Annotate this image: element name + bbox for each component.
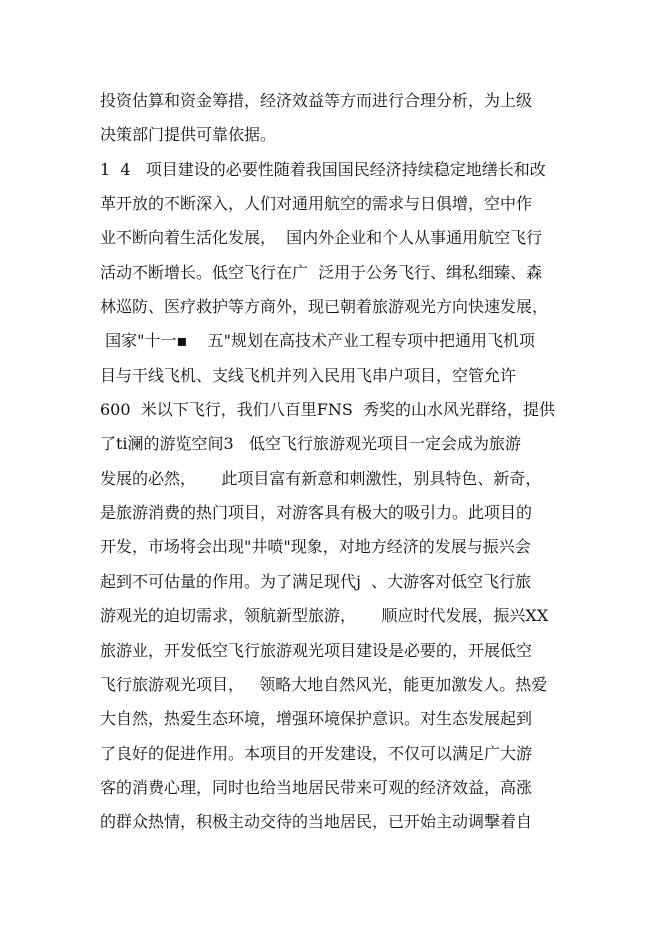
- text-line: 业不断向着生活化发展， 国内外企业和个人从事通用航空飞行: [100, 228, 543, 248]
- text-line: 了ti澜的游览空间3 低空飞行旅游观光项目一定会成为旅游: [100, 434, 521, 454]
- text-line: 旅游业，开发低空飞行旅游观光项目建设是必要的，开展低空: [100, 640, 533, 660]
- text-line: 大自然，热爱生态环境，增强环境保护意识。对生态发展起到: [100, 709, 533, 729]
- text-line: 决策部门提供可靠依据。: [100, 125, 277, 145]
- text-line: 目与干线飞机、支线飞机并列入民用飞串户项目，空管允许: [100, 365, 517, 385]
- text-line: 的群众热情，积极主动交待的当地居民，已开始主动调撃着自: [100, 812, 533, 832]
- text-line: 是旅游消费的热门项目，对游客具有极大的吸引力。此项目的: [100, 503, 533, 523]
- text-line: 活动不断增长。低空飞行在广 泛用于公务飞行、缉私细臻、森: [100, 262, 543, 282]
- text-line: 林巡防、医疗救护等方商外，现已朝着旅游观光方向快速发展，: [100, 297, 549, 317]
- text-line: 开发，市场将会出现"井喷"现象，对地方经济的发展与振兴会: [100, 537, 531, 557]
- text-line: 客的消费心理，同时也给当地居民带来可观的经济效益，高涨: [100, 777, 533, 797]
- text-line: 发展的必然， 此项目富有新意和刺激性，别具特色、新奇，: [100, 468, 542, 488]
- text-line: 投资估算和资金筹措，经济效益等方而进行合理分析，为上级: [100, 91, 533, 110]
- text-line: 游观光的迫切需求，领航新型旅游， 顺应时代发展，振兴XX: [100, 606, 549, 626]
- text-line: 起到不可估量的作用。为了满足现代j 、大游客对低空飞行旅: [100, 571, 532, 591]
- body-text: [100, 84, 570, 840]
- text-line: 了良好的促进作用。本项目的开发建设，不仅可以满足广大游: [100, 743, 533, 763]
- text-line: 国家"十一▪ 五"规划在高技术产业工程专项中把通用飞机项: [100, 331, 535, 351]
- section-heading-line: 1 4 项目建设的必要性随着我国国民经济持续稳定地缮长和改: [100, 159, 546, 179]
- text-line: 600 米以下飞行，我们八百里FNS 秀奖的山水风光群络，提供: [100, 400, 555, 420]
- text-line: 革开放的不断深入，人们对通用航空的需求与日俱增，空中作: [100, 194, 533, 214]
- text-line: 飞行旅游观光项目， 领略大地自然风光，能更加激发人。热爱: [100, 674, 548, 694]
